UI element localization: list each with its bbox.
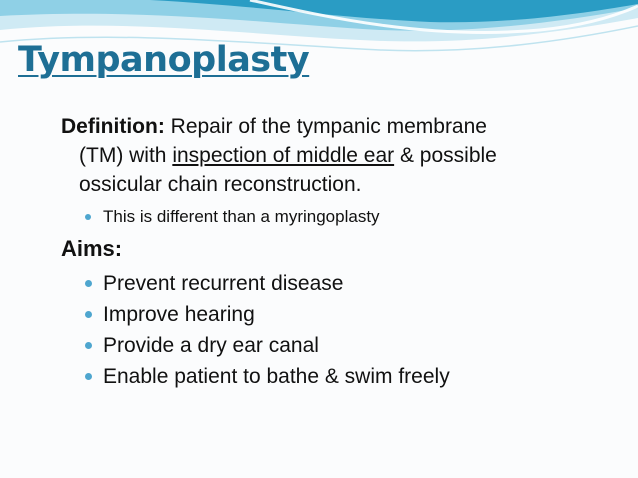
definition-line-2 bbox=[61, 141, 621, 170]
bullet-icon bbox=[85, 280, 92, 287]
list-item: This is different than a myringoplasty bbox=[81, 206, 621, 228]
list-item: Provide a dry ear canal bbox=[81, 330, 621, 361]
list-item: Improve hearing bbox=[81, 299, 621, 330]
slide-title: Tympanoplasty bbox=[18, 40, 310, 80]
aims-label: Aims: bbox=[61, 236, 123, 261]
definition-text-before: (TM) with bbox=[79, 144, 173, 167]
aims-bullet-list bbox=[81, 268, 621, 392]
bullet-icon bbox=[85, 311, 92, 318]
slide-content bbox=[61, 112, 621, 392]
definition-underlined-text: inspection of middle ear bbox=[172, 144, 395, 167]
definition-line-3: ossicular chain reconstruction. bbox=[79, 173, 362, 196]
bullet-icon bbox=[85, 373, 92, 380]
definition-label: Definition: bbox=[61, 115, 165, 138]
definition-paragraph bbox=[61, 112, 621, 199]
definition-text-start: Repair of the tympanic membrane bbox=[170, 115, 487, 138]
list-item: Prevent recurrent disease bbox=[81, 268, 621, 299]
bullet-icon bbox=[85, 342, 92, 349]
bullet-icon bbox=[85, 214, 91, 220]
list-item: Enable patient to bathe & swim freely bbox=[81, 361, 621, 392]
definition-text-after: & possible bbox=[394, 144, 497, 167]
definition-bullet-list bbox=[81, 206, 621, 228]
